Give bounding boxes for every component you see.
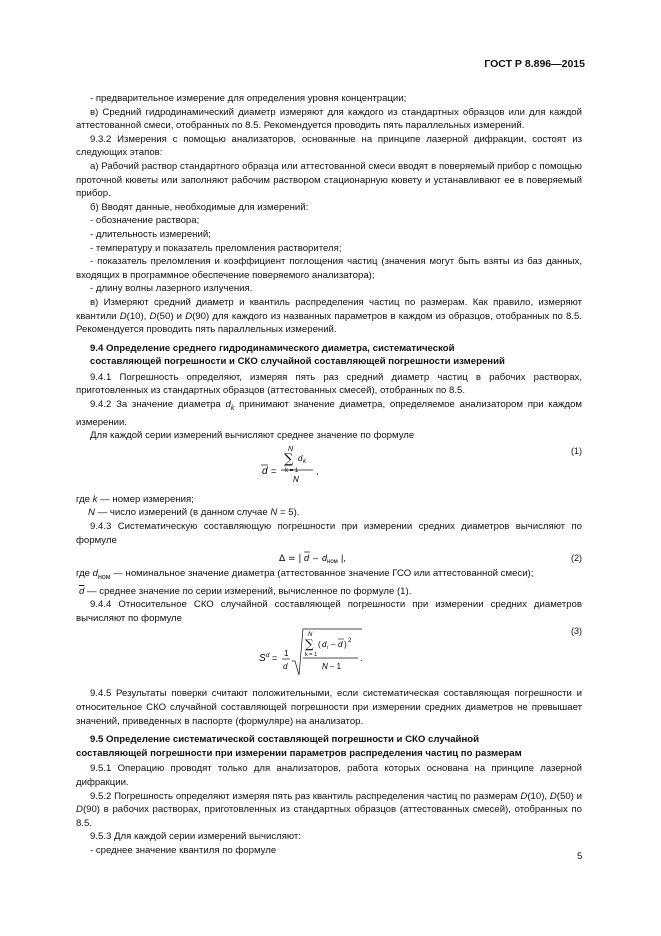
svg-text:– 1: – 1 — [330, 662, 342, 672]
formula-number: (3) — [571, 626, 582, 637]
paragraph: а) Рабочий раствор стандартного образца или аттестованной смеси вводят в поверяемый прибор с помощью проточной кюветы или заполняют рабочим раствором стационарную кювету и устанавливают ее в поверяемый прибор. — [76, 160, 582, 200]
formula-3-expression — [76, 625, 582, 681]
svg-text:–: – — [331, 640, 336, 650]
paragraph: 9.5.2 Погрешность определяют измеряя пять раз квантиль распределения частиц по размерам D(10), D(50) и D(90) в рабочих растворах, приготовленных из стандартных образцов (аттестованных смесей), отобранных по 8.5. — [76, 790, 582, 829]
svg-text:Δ = |: Δ = | — [279, 554, 302, 565]
svg-text:d: d — [322, 553, 328, 564]
svg-text:,: , — [316, 465, 319, 476]
svg-text:ном: ном — [327, 559, 338, 566]
svg-text:d: d — [304, 553, 310, 564]
svg-text:i: i — [327, 645, 329, 652]
paragraph: 9.4.5 Результаты поверки считают положительными, если систематическая составляющая погрешности и относительное СКО случайной составляющей погрешности при измерении средних диаметров не превышает значений, приведенных в паспорте (формуляре) на анализатор. — [76, 688, 582, 727]
formula-2-expression — [76, 547, 582, 567]
svg-text:d: d — [262, 465, 268, 477]
svg-text:1: 1 — [284, 649, 289, 659]
page-number: 5 — [577, 851, 583, 862]
list-item: - показатель преломления и коэффициент поглощения частиц (значения могут быть взяты из баз данных, входящих в программное обеспечение поверяемого анализатора); — [76, 256, 582, 281]
svg-text:|,: |, — [341, 553, 346, 564]
list-item: - температуру и показатель преломления растворителя; — [90, 242, 342, 254]
section-heading-9-4: 9.4 Определение среднего гидродинамического диаметра, систематической составляющей погрешности и СКО случайной составляющей погрешности измерений — [90, 342, 505, 368]
paragraph: 9.4.2 За значение диаметра $d_k$ принимают значение диаметра, определяемое анализатором при каждом измерении. — [76, 399, 582, 428]
where-line: где $d_{ном}$ — номинальное значение диаметра (аттестованное значение ГСО или аттестованной смеси); — [76, 568, 534, 582]
svg-text:k = 1: k = 1 — [285, 467, 299, 474]
svg-text:k = 1: k = 1 — [305, 652, 318, 659]
formula-3 — [76, 625, 582, 681]
svg-text:∑: ∑ — [284, 451, 294, 467]
where-line: $\overline{d}$ — среднее значение по серии измерений, вычисленное по формуле (1). — [79, 585, 412, 597]
paragraph: 9.4.1 Погрешность определяют, измеряя пять раз средний диаметр частиц в рабочих растворах, приготовленных из стандартных образцов (аттестованных смесей), отобранных по 8.5. — [76, 371, 582, 397]
svg-text:.: . — [360, 653, 363, 664]
list-item: - длительность измерений; — [90, 228, 211, 240]
list-item: - длину волны лазерного излучения. — [90, 283, 253, 295]
formula-2 — [76, 547, 582, 567]
formula-number: (1) — [571, 445, 582, 456]
paragraph: б) Вводят данные, необходимые для измерений: — [90, 201, 309, 213]
where-line: N — число измерений (в данном случае N = 5). — [88, 507, 300, 519]
svg-text:2: 2 — [348, 638, 352, 645]
svg-text:d: d — [322, 640, 327, 650]
paragraph: 9.3.2 Измерения с помощью анализаторов, основанные на принципе лазерной дифракции, состоят из следующих этапов: — [76, 133, 582, 159]
svg-text:): ) — [344, 640, 347, 650]
paragraph: в) Измеряют средний диаметр и квантиль распределения частиц по размерам. Как правило, измеряют квантили D(10), D(50) и D(90) для каждого из названных параметров в каждом из образцов, отобранных по 8.5. Рекомендуется проводить пять параллельных измерений. — [76, 296, 582, 336]
paragraph: Для каждой серии измерений вычисляют среднее значение по формуле — [90, 430, 415, 442]
paragraph: 9.5.1 Операцию проводят только для анализаторов, работа которых основана на принципе лазерной дифракции. — [76, 763, 582, 788]
paragraph: 9.4.4 Относительное СКО случайной составляющей погрешности при измерении средних диаметров вычисляют по формуле — [76, 599, 582, 624]
svg-text:(: ( — [318, 640, 321, 650]
document-header: ГОСТ Р 8.896—2015 — [484, 58, 585, 70]
svg-text:N: N — [288, 445, 294, 453]
svg-text:d: d — [338, 640, 343, 650]
svg-text:N: N — [322, 662, 328, 672]
svg-text:–: – — [313, 553, 319, 564]
svg-text:=: = — [272, 653, 278, 664]
list-item: - среднее значение квантиля по формуле — [90, 844, 277, 856]
svg-text:d: d — [283, 662, 288, 672]
formula-1 — [76, 443, 582, 493]
svg-text:N: N — [293, 474, 299, 484]
svg-text:d: d — [266, 653, 270, 660]
svg-text:∑: ∑ — [305, 637, 314, 652]
list-item: - обозначение раствора; — [90, 215, 200, 227]
section-heading-9-5: 9.5 Определение систематической составляющей погрешности и СКО случайной составляющей погрешности при измерении параметров распределения частиц по размерам — [76, 734, 522, 759]
formula-1-expression — [76, 443, 582, 493]
formula-number: (2) — [571, 553, 582, 564]
svg-text:=: = — [271, 465, 277, 476]
svg-text:S: S — [259, 653, 266, 665]
paragraph: в) Средний гидродинамический диаметр измеряют для каждого из стандартных образцов или для каждой аттестованной смеси, отобранных по 8.5. Рекомендуется проводить пять параллельных измерений. — [76, 106, 582, 132]
document-body — [76, 92, 582, 858]
paragraph: 9.4.3 Систематическую составляющую погрешности при измерении средних диаметров вычисляют по формуле — [76, 520, 582, 546]
list-item: - предварительное измерение для определения уровня концентрации; — [90, 93, 407, 104]
svg-text:d: d — [298, 453, 303, 463]
svg-text:N: N — [308, 632, 313, 639]
svg-text:k: k — [303, 458, 306, 465]
paragraph: 9.5.3 Для каждой серии измерений вычисляют: — [90, 831, 301, 843]
where-line: где k — номер измерения; — [76, 493, 194, 505]
